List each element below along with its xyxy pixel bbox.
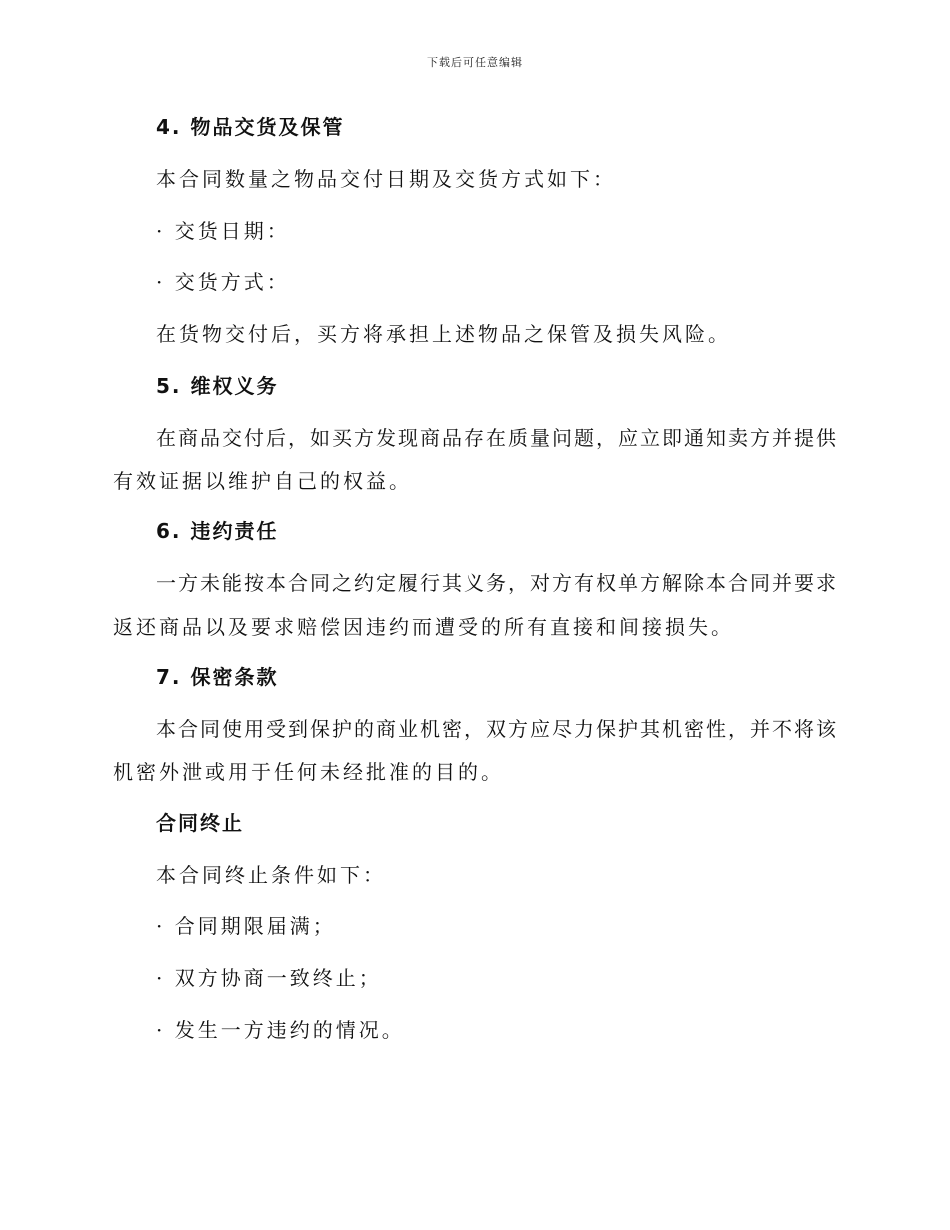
section-5-line-1: 在商品交付后，如买方发现商品存在质量问题，应立即通知卖方并提供 xyxy=(156,426,838,450)
section-7-heading: 7. 保密条款 xyxy=(156,665,279,689)
termination-bullet-breach: · 发生一方违约的情况。 xyxy=(156,1018,405,1042)
section-4-note: 在货物交付后，买方将承担上述物品之保管及损失风险。 xyxy=(156,322,731,346)
section-5-heading: 5. 维权义务 xyxy=(156,374,279,398)
section-4-heading: 4. 物品交货及保管 xyxy=(156,115,345,139)
page-header: 下载后可任意编辑 xyxy=(427,56,523,69)
termination-bullet-expiry: · 合同期限届满； xyxy=(156,914,336,938)
section-6-line-1: 一方未能按本合同之约定履行其义务，对方有权单方解除本合同并要求 xyxy=(156,571,838,595)
section-4-bullet-date: · 交货日期： xyxy=(156,219,290,243)
section-6-line-2: 返还商品以及要求赔偿因违约而遭受的所有直接和间接损失。 xyxy=(113,615,734,639)
section-6-heading: 6. 违约责任 xyxy=(156,519,279,543)
section-4-bullet-method: · 交货方式： xyxy=(156,270,290,294)
section-7-line-1: 本合同使用受到保护的商业机密，双方应尽力保护其机密性，并不将该 xyxy=(156,717,838,741)
section-7-line-2: 机密外泄或用于任何未经批准的目的。 xyxy=(113,760,504,784)
section-5-line-2: 有效证据以维护自己的权益。 xyxy=(113,469,412,493)
termination-intro: 本合同终止条件如下： xyxy=(156,863,386,887)
termination-bullet-mutual: · 双方协商一致终止； xyxy=(156,966,382,990)
section-4-intro: 本合同数量之物品交付日期及交货方式如下： xyxy=(156,167,616,191)
termination-heading: 合同终止 xyxy=(156,811,244,835)
